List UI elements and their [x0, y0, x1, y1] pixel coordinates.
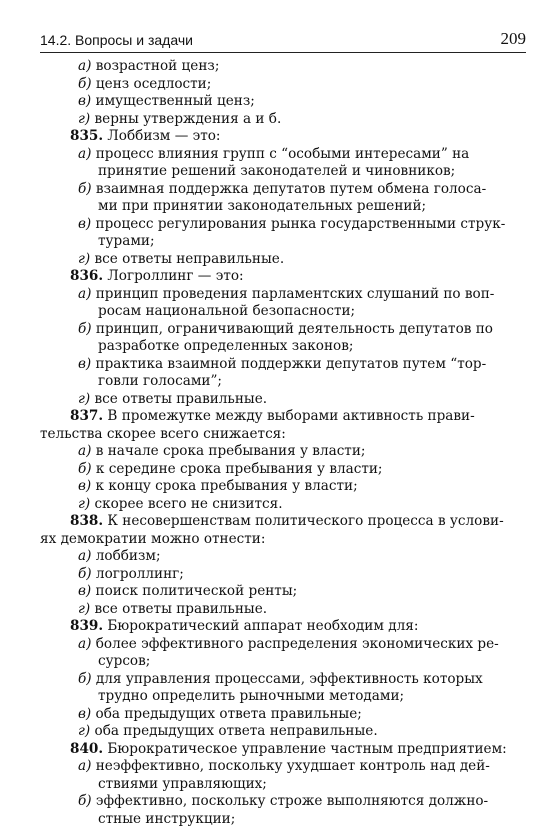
line-text: процесс влияния групп с “особыми интересами” на [91, 145, 470, 162]
line-text: скорее всего не снизится. [90, 495, 283, 512]
answer-option [40, 251, 526, 269]
line-text: К несовершенствам политического процесса в услови- [103, 513, 504, 529]
line-text: сурсов; [98, 653, 151, 669]
questions-text [40, 58, 526, 828]
continuation-line [40, 198, 526, 216]
option-label: а) [78, 58, 92, 74]
answer-option [40, 548, 526, 566]
option-label: в) [78, 215, 92, 232]
line-text: процесс регулирования рынка государственными струк- [91, 215, 506, 232]
line-text: принятие решений законодателей и чиновников; [98, 163, 456, 179]
option-label: б) [78, 75, 92, 92]
question-line [40, 128, 526, 146]
continuation-line [40, 163, 526, 181]
line-text: для управления процессами, эффективность которых [91, 670, 483, 687]
answer-option [40, 216, 526, 234]
option-label: в) [78, 705, 92, 722]
answer-option [40, 601, 526, 619]
line-text: неэффективно, поскольку ухудшает контроль над дей- [91, 758, 490, 774]
line-text: имущественный ценз; [91, 93, 255, 109]
line-text: разработке определенных законов; [98, 338, 354, 354]
continuation-line [40, 303, 526, 321]
line-text: к середине срока пребывания у власти; [91, 460, 383, 477]
answer-option [40, 443, 526, 461]
line-text: к концу срока пребывания у власти; [91, 478, 358, 494]
answer-option [40, 461, 526, 479]
line-text: лоббизм; [91, 548, 161, 564]
answer-option [40, 723, 526, 741]
continuation-line [40, 338, 526, 356]
line-text: тельства скорее всего снижается: [40, 425, 286, 442]
continuation-line [40, 373, 526, 391]
continuation-line [40, 531, 526, 549]
line-text: эффективно, поскольку строже выполняются должно- [91, 793, 489, 809]
line-text: стные инструкции; [98, 810, 236, 827]
question-number: 837. [70, 408, 104, 424]
line-text: оба предыдущих ответа правильные; [91, 705, 362, 722]
continuation-line [40, 811, 526, 829]
question-number: 839. [70, 618, 104, 634]
answer-option [40, 478, 526, 496]
answer-option [40, 391, 526, 409]
answer-option [40, 58, 526, 76]
question-number: 836. [70, 268, 104, 284]
option-label: г) [78, 723, 91, 739]
continuation-line [40, 233, 526, 251]
option-label: а) [78, 443, 92, 459]
line-text: более эффективного распределения экономических ре- [91, 635, 499, 652]
line-text: оба предыдущих ответа неправильные. [90, 723, 378, 739]
answer-option [40, 583, 526, 601]
line-text: трудно определить рыночными методами; [98, 688, 405, 704]
line-text: говли голосами”; [98, 373, 222, 389]
line-text: возрастной ценз; [91, 58, 220, 74]
question-line [40, 268, 526, 286]
line-text: турами; [98, 233, 155, 249]
answer-option [40, 286, 526, 304]
line-text: Лоббизм — это: [103, 128, 221, 144]
option-label: б) [78, 793, 92, 809]
answer-option [40, 636, 526, 654]
answer-option [40, 496, 526, 514]
answer-option [40, 706, 526, 724]
option-label: в) [78, 93, 92, 109]
line-text: Бюрократический аппарат необходим для: [103, 618, 419, 634]
line-text: ми при принятии законодательных решений; [98, 198, 427, 214]
option-label: в) [78, 355, 92, 372]
line-text: логроллинг; [91, 565, 184, 582]
running-header [40, 30, 526, 53]
line-text: В промежутке между выборами активность прави- [103, 408, 475, 424]
option-label: б) [78, 670, 92, 687]
question-line [40, 513, 526, 531]
option-label: а) [78, 758, 92, 774]
line-text: Логроллинг — это: [103, 268, 244, 284]
answer-option [40, 76, 526, 94]
page-number: 209 [500, 29, 526, 48]
continuation-line [40, 688, 526, 706]
continuation-line [40, 426, 526, 444]
line-text: принцип проведения парламентских слушаний по воп- [91, 285, 495, 302]
line-text: ях демократии можно отнести: [40, 530, 266, 547]
line-text: Бюрократическое управление частным предприятием: [103, 740, 507, 757]
line-text: верны утверждения а и б. [90, 110, 282, 127]
option-label: б) [78, 565, 92, 582]
question-line [40, 408, 526, 426]
question-number: 835. [70, 128, 104, 144]
question-line [40, 618, 526, 636]
line-text: росам национальной безопасности; [98, 303, 356, 319]
line-text: принцип, ограничивающий деятельность депутатов по [91, 320, 493, 337]
line-text: ствиями управляющих; [98, 775, 267, 792]
option-label: б) [78, 460, 92, 477]
answer-option [40, 758, 526, 776]
option-label: а) [78, 285, 92, 302]
line-text: практика взаимной поддержки депутатов путем “тор- [91, 355, 487, 372]
line-text: все ответы правильные. [90, 600, 268, 617]
option-label: г) [78, 495, 91, 512]
option-label: а) [78, 548, 92, 564]
option-label: г) [78, 600, 91, 617]
answer-option [40, 181, 526, 199]
answer-option [40, 111, 526, 129]
option-label: б) [78, 180, 92, 197]
answer-option [40, 93, 526, 111]
line-text: все ответы правильные. [90, 390, 268, 407]
line-text: ценз оседлости; [91, 75, 212, 92]
question-line [40, 741, 526, 759]
option-label: а) [78, 635, 92, 652]
answer-option [40, 356, 526, 374]
line-text: поиск политической ренты; [91, 583, 298, 599]
section-title: 14.2. Вопросы и задачи [40, 32, 193, 48]
option-label: в) [78, 478, 92, 494]
question-number: 840. [70, 740, 104, 757]
option-label: г) [78, 250, 91, 267]
option-label: г) [78, 110, 91, 127]
line-text: все ответы неправильные. [90, 250, 285, 267]
option-label: г) [78, 390, 91, 407]
answer-option [40, 671, 526, 689]
option-label: а) [78, 145, 92, 162]
option-label: б) [78, 320, 92, 337]
question-number: 838. [70, 513, 104, 529]
answer-option [40, 566, 526, 584]
answer-option [40, 146, 526, 164]
continuation-line [40, 776, 526, 794]
line-text: взаимная поддержка депутатов путем обмена голоса- [91, 180, 487, 197]
answer-option [40, 321, 526, 339]
line-text: в начале срока пребывания у власти; [91, 443, 366, 459]
option-label: в) [78, 583, 92, 599]
answer-option [40, 793, 526, 811]
continuation-line [40, 653, 526, 671]
